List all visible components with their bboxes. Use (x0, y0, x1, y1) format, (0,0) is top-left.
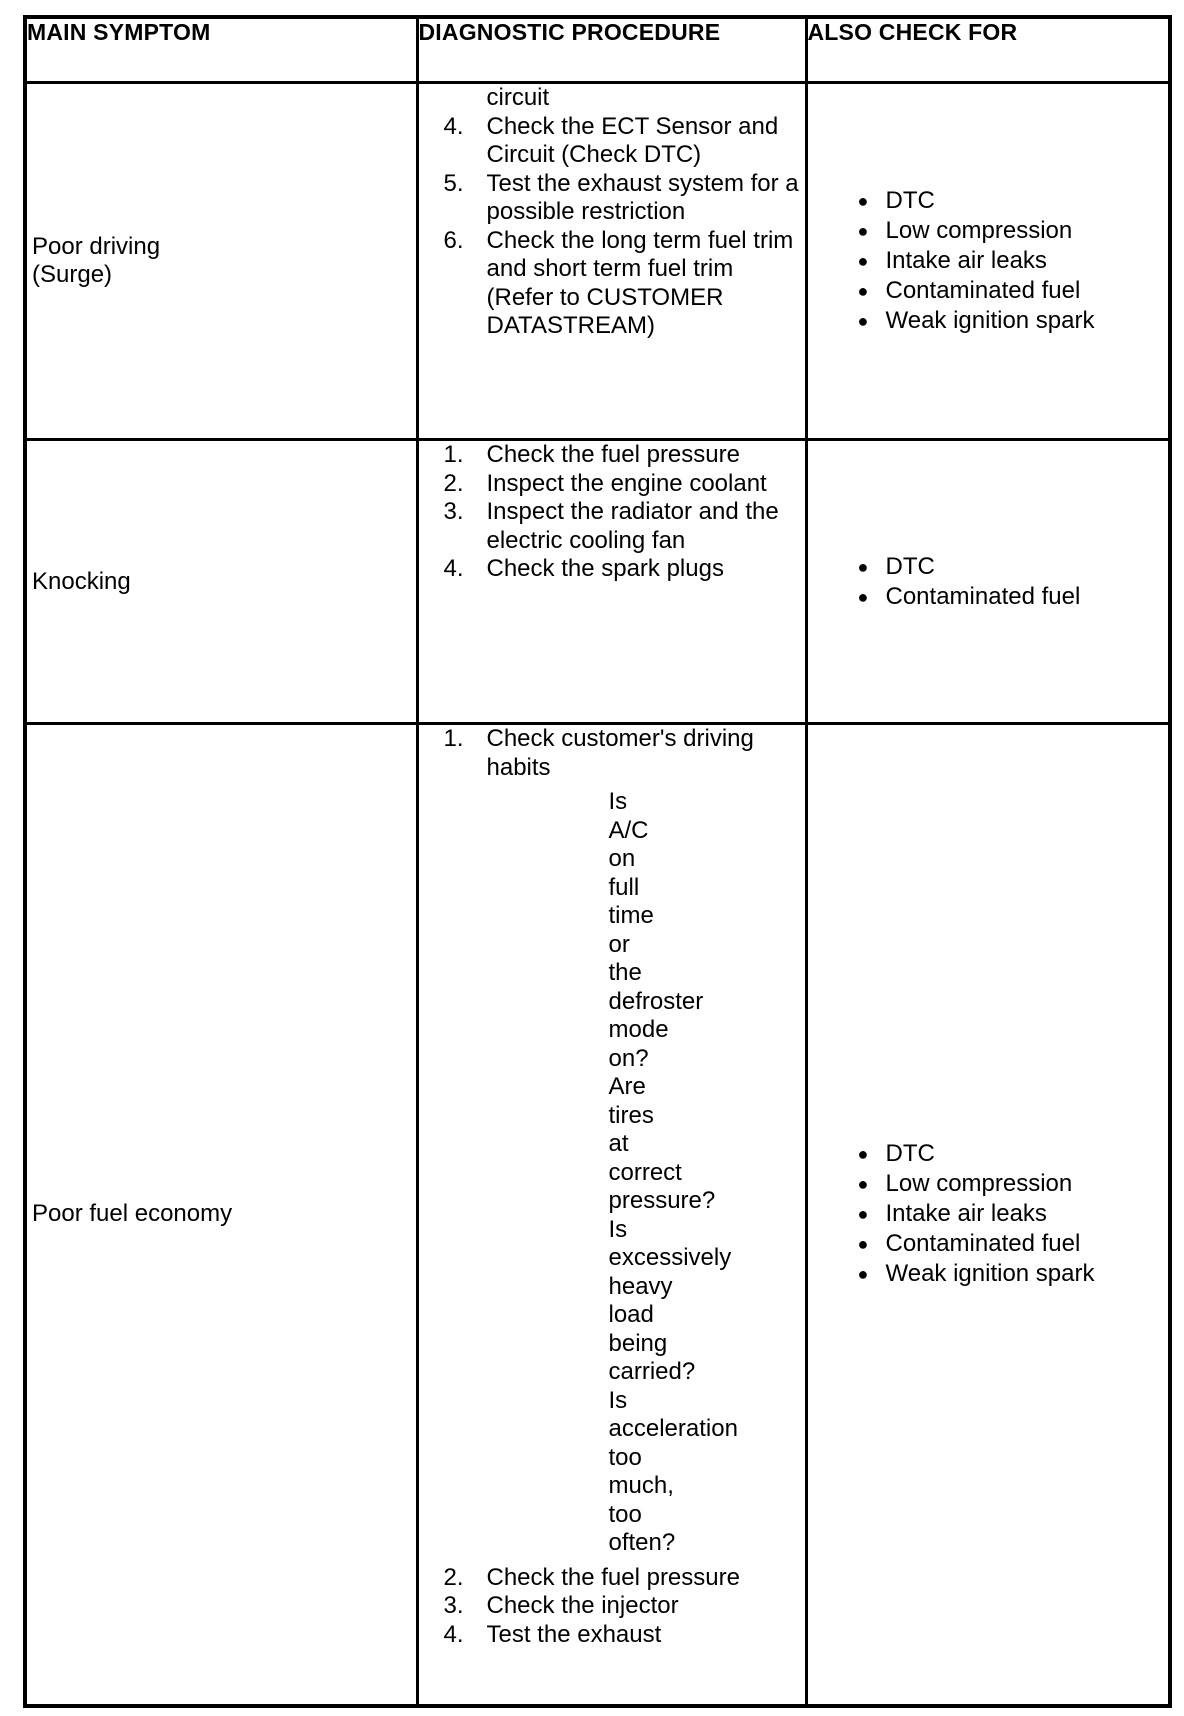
procedure-list (419, 113, 805, 341)
step-text: Check the fuel pressure (486, 441, 740, 468)
bullet-icon: ● (857, 311, 869, 331)
also-check-text: DTC (885, 552, 935, 580)
table-row (25, 83, 1170, 440)
step-text: Check the long term fuel trim and short term fuel trim (Refer to CUSTOMER DATASTREAM) (486, 226, 794, 339)
also-check-list (808, 552, 1169, 612)
procedure-step (419, 1592, 805, 1621)
also-check-list (808, 1139, 1169, 1289)
also-check-text: Intake air leaks (885, 1200, 1047, 1228)
question-word: heavy (608, 1272, 673, 1300)
header-row (25, 17, 1170, 83)
table-row (25, 440, 1170, 724)
question-word: mode (608, 1016, 669, 1043)
list-item (858, 1199, 1169, 1229)
procedure-cell (417, 83, 806, 440)
list-item (858, 186, 1169, 216)
bullet-icon: ● (857, 1144, 869, 1165)
question-word: often? (608, 1529, 676, 1556)
also-check-list (808, 186, 1169, 336)
symptom-cell (25, 440, 417, 724)
procedure-step (419, 113, 805, 170)
step-text: Check the fuel pressure (486, 1563, 740, 1591)
also-check-text: Contaminated fuel (885, 582, 1081, 610)
also-check-text: DTC (885, 1140, 935, 1168)
step-text: Test the exhaust system for a possible restriction (486, 169, 799, 225)
also-check-cell (806, 440, 1170, 724)
question-word: A/C (608, 816, 649, 844)
bullet-icon: ● (857, 1174, 869, 1195)
list-item (858, 216, 1169, 246)
step-number: 1. (443, 441, 464, 468)
step-number: 3. (443, 1592, 464, 1619)
bullet-icon: ● (857, 221, 869, 241)
bullet-icon: ● (857, 1234, 869, 1255)
list-item (858, 276, 1169, 306)
step-text: Inspect the engine coolant (486, 469, 767, 497)
bullet-icon: ● (857, 586, 869, 607)
step-text: Check the injector (486, 1592, 679, 1619)
step-text: Test the exhaust (486, 1620, 662, 1648)
question-word: much, (608, 1472, 674, 1499)
list-item (858, 1229, 1169, 1259)
question-word: excessively (608, 1244, 732, 1271)
question-word: Is (608, 788, 628, 815)
question-word: Is (608, 1386, 628, 1414)
also-check-text: Intake air leaks (885, 247, 1047, 274)
procedure-continuation: circuit (486, 84, 550, 111)
procedure-step (419, 555, 805, 584)
question-word: defroster (608, 987, 704, 1015)
procedure-step (419, 1621, 805, 1650)
step-number: 6. (443, 226, 464, 254)
step-number: 1. (443, 725, 464, 752)
question-word: too (608, 1500, 642, 1528)
symptom-text: Poor fuel economy (32, 1200, 233, 1228)
also-check-text: Contaminated fuel (885, 1230, 1081, 1258)
also-check-text: Weak ignition spark (885, 1260, 1095, 1288)
bullet-icon: ● (857, 556, 869, 577)
also-check-cell (806, 724, 1170, 1706)
bullet-icon: ● (857, 251, 869, 271)
step-number: 4. (443, 555, 464, 582)
symptom-cell (25, 83, 417, 440)
procedure-list (419, 725, 805, 782)
step-number: 5. (443, 169, 464, 197)
also-check-text: Weak ignition spark (885, 307, 1095, 334)
header-also-check-for: ALSO CHECK FOR (806, 17, 1170, 83)
also-check-text: Low compression (885, 217, 1073, 244)
also-check-text: DTC (885, 187, 935, 214)
procedure-step (419, 725, 805, 782)
bullet-icon: ● (857, 1264, 869, 1285)
procedure-step (419, 227, 805, 341)
procedure-list (419, 441, 805, 584)
question-word: pressure? (608, 1187, 716, 1214)
question-word: carried? (608, 1358, 696, 1385)
step-number: 2. (443, 1563, 464, 1591)
bullet-icon: ● (857, 191, 869, 211)
question-word: at (608, 1130, 629, 1157)
question-word: being (608, 1329, 668, 1357)
also-check-text: Low compression (885, 1170, 1073, 1198)
list-item (858, 1259, 1169, 1289)
procedure-list (419, 1564, 805, 1650)
list-item (858, 552, 1169, 582)
procedure-step (419, 441, 805, 470)
step-text: Inspect the radiator and the electric cooling fan (486, 498, 779, 554)
question-word: tires (608, 1101, 654, 1129)
question-word: time (608, 902, 654, 929)
question-word: on? (608, 1044, 649, 1072)
question-word: full (608, 873, 640, 901)
list-item (858, 1169, 1169, 1199)
also-check-cell (806, 83, 1170, 440)
driving-habits-questions (419, 788, 805, 1558)
diagnostic-table (23, 15, 1172, 1708)
list-item (858, 1139, 1169, 1169)
question-word: acceleration (608, 1415, 738, 1442)
symptom-text: Poor driving (32, 233, 161, 260)
step-number: 3. (443, 498, 464, 525)
question-word: too (608, 1443, 642, 1471)
also-check-text: Contaminated fuel (885, 277, 1081, 304)
question-word: the (608, 959, 642, 986)
symptom-text: (Surge) (32, 261, 113, 288)
symptom-text: Knocking (32, 567, 131, 595)
procedure-step (419, 170, 805, 227)
symptom-cell (25, 724, 417, 1706)
question-word: Is (608, 1215, 628, 1243)
procedure-step (419, 470, 805, 499)
header-diagnostic-procedure: DIAGNOSTIC PROCEDURE (417, 17, 806, 83)
list-item (858, 246, 1169, 276)
step-number: 4. (443, 1620, 464, 1648)
step-text: Check customer's driving habits (486, 725, 754, 781)
procedure-cell (417, 724, 806, 1706)
question-word: load (608, 1301, 654, 1328)
procedure-step (419, 1564, 805, 1593)
step-number: 4. (443, 112, 464, 140)
question-word: or (608, 930, 630, 958)
procedure-step (419, 498, 805, 555)
step-text: Check the ECT Sensor and Circuit (Check DTC) (486, 112, 779, 168)
step-number: 2. (443, 469, 464, 497)
question-word: on (608, 845, 636, 872)
procedure-cell (417, 440, 806, 724)
list-item (858, 582, 1169, 612)
table-row (25, 724, 1170, 1706)
list-item (858, 306, 1169, 336)
question-word: Are (608, 1073, 646, 1100)
step-text: Check the spark plugs (486, 555, 724, 582)
bullet-icon: ● (857, 1204, 869, 1225)
question-word: correct (608, 1158, 682, 1186)
header-main-symptom: MAIN SYMPTOM (25, 17, 417, 83)
bullet-icon: ● (857, 281, 869, 301)
